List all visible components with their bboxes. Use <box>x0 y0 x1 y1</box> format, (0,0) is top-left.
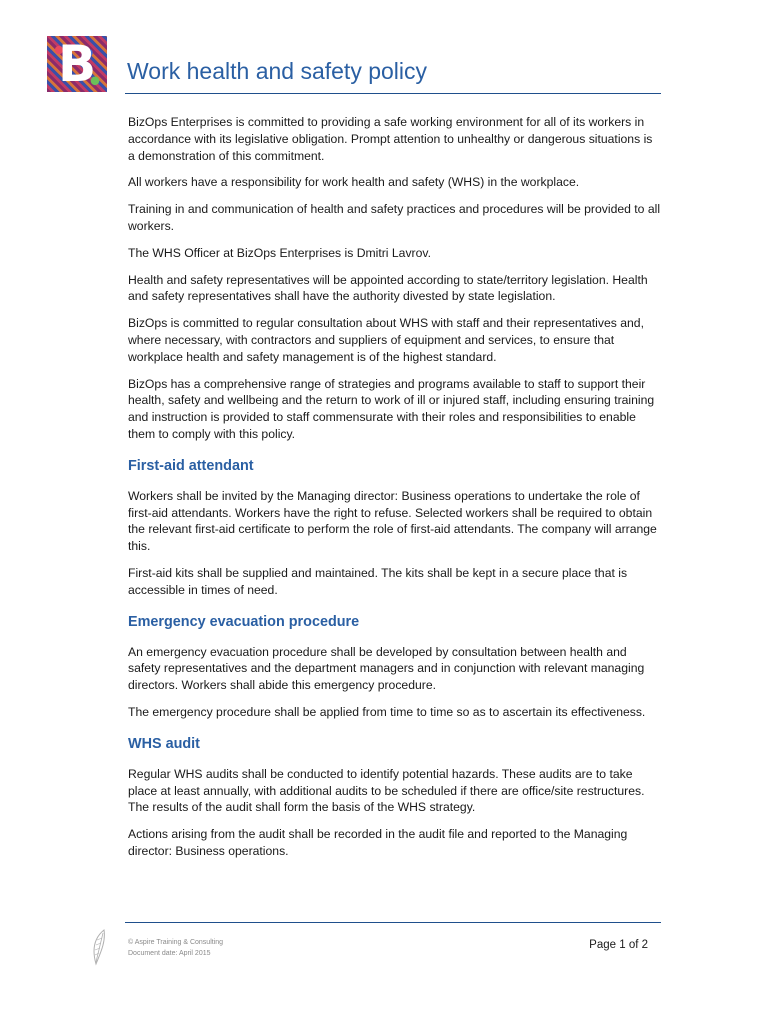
section-paragraph: First-aid kits shall be supplied and maintained. The kits shall be kept in a secure place that is accessible in times of need. <box>128 565 628 597</box>
intro-paragraph: Training in and communication of health and safety practices and procedures will be provided to all workers. <box>128 202 661 233</box>
company-logo <box>47 36 107 92</box>
intro-paragraph: BizOps Enterprises is committed to providing a safe working environment for all of its workers in accordance with its legislative obligation. Prompt attention to unhealthy or dangerous situations is a demonstration of this commitment. <box>128 115 653 163</box>
section-heading-first-aid: First-aid attendant <box>128 457 254 474</box>
section-heading-emergency: Emergency evacuation procedure <box>128 613 360 630</box>
feather-icon <box>90 928 110 966</box>
intro-paragraph: BizOps is committed to regular consultation about WHS with staff and their representatives and, where necessary, with contractors and suppliers of equipment and services, to ensure that workplace health and safety management is of the highest standard. <box>128 316 644 364</box>
section-paragraph: An emergency evacuation procedure shall be developed by consultation between health and safety representatives and the department managers and in conjunction with relevant managing directors. Workers shall abide this emergency procedure. <box>128 644 645 693</box>
intro-paragraph: All workers have a responsibility for work health and safety (WHS) in the workplace. <box>128 175 580 190</box>
intro-paragraph: BizOps has a comprehensive range of strategies and programs available to staff to support their health, safety and wellbeing and the return to work of ill or injured staff, including ensuring training and instruction is provided to staff commensurate with their roles and responsibilities to enable them to comply with this policy. <box>128 376 655 441</box>
section-heading-whs-audit: WHS audit <box>128 735 200 752</box>
section-paragraph: Actions arising from the audit shall be recorded in the audit file and reported to the Managing director: Business operations. <box>128 827 628 858</box>
footer-divider <box>125 922 661 923</box>
title-divider <box>125 93 661 94</box>
section-paragraph: The emergency procedure shall be applied from time to time so as to ascertain its effectiveness. <box>128 704 646 719</box>
intro-paragraph: The WHS Officer at BizOps Enterprises is Dmitri Lavrov. <box>128 245 431 260</box>
intro-paragraph: Health and safety representatives will be appointed according to state/territory legislation. Health and safety representatives shall have the authority divested by state legislation. <box>128 272 648 304</box>
footer-copyright: © Aspire Training & Consulting <box>128 939 224 946</box>
section-paragraph: Workers shall be invited by the Managing director: Business operations to undertake the role of first-aid attendants. Workers have the right to refuse. Selected workers shall be required to obtain the relevant first-aid certificate to perform the role of first-aid attendants. The company will arrange this. <box>128 488 657 554</box>
footer-document-date: Document date: April 2015 <box>128 950 211 957</box>
footer-info <box>128 937 223 959</box>
page-number: Page 1 of 2 <box>589 939 648 951</box>
document-body <box>128 114 661 870</box>
page-title: Work health and safety policy <box>127 58 428 84</box>
section-paragraph: Regular WHS audits shall be conducted to identify potential hazards. These audits are to take place at least annually, with additional audits to be scheduled if there are office/site restructures. The results of the audit shall form the basis of the WHS strategy. <box>128 766 645 815</box>
logo-letter: B <box>57 35 97 93</box>
